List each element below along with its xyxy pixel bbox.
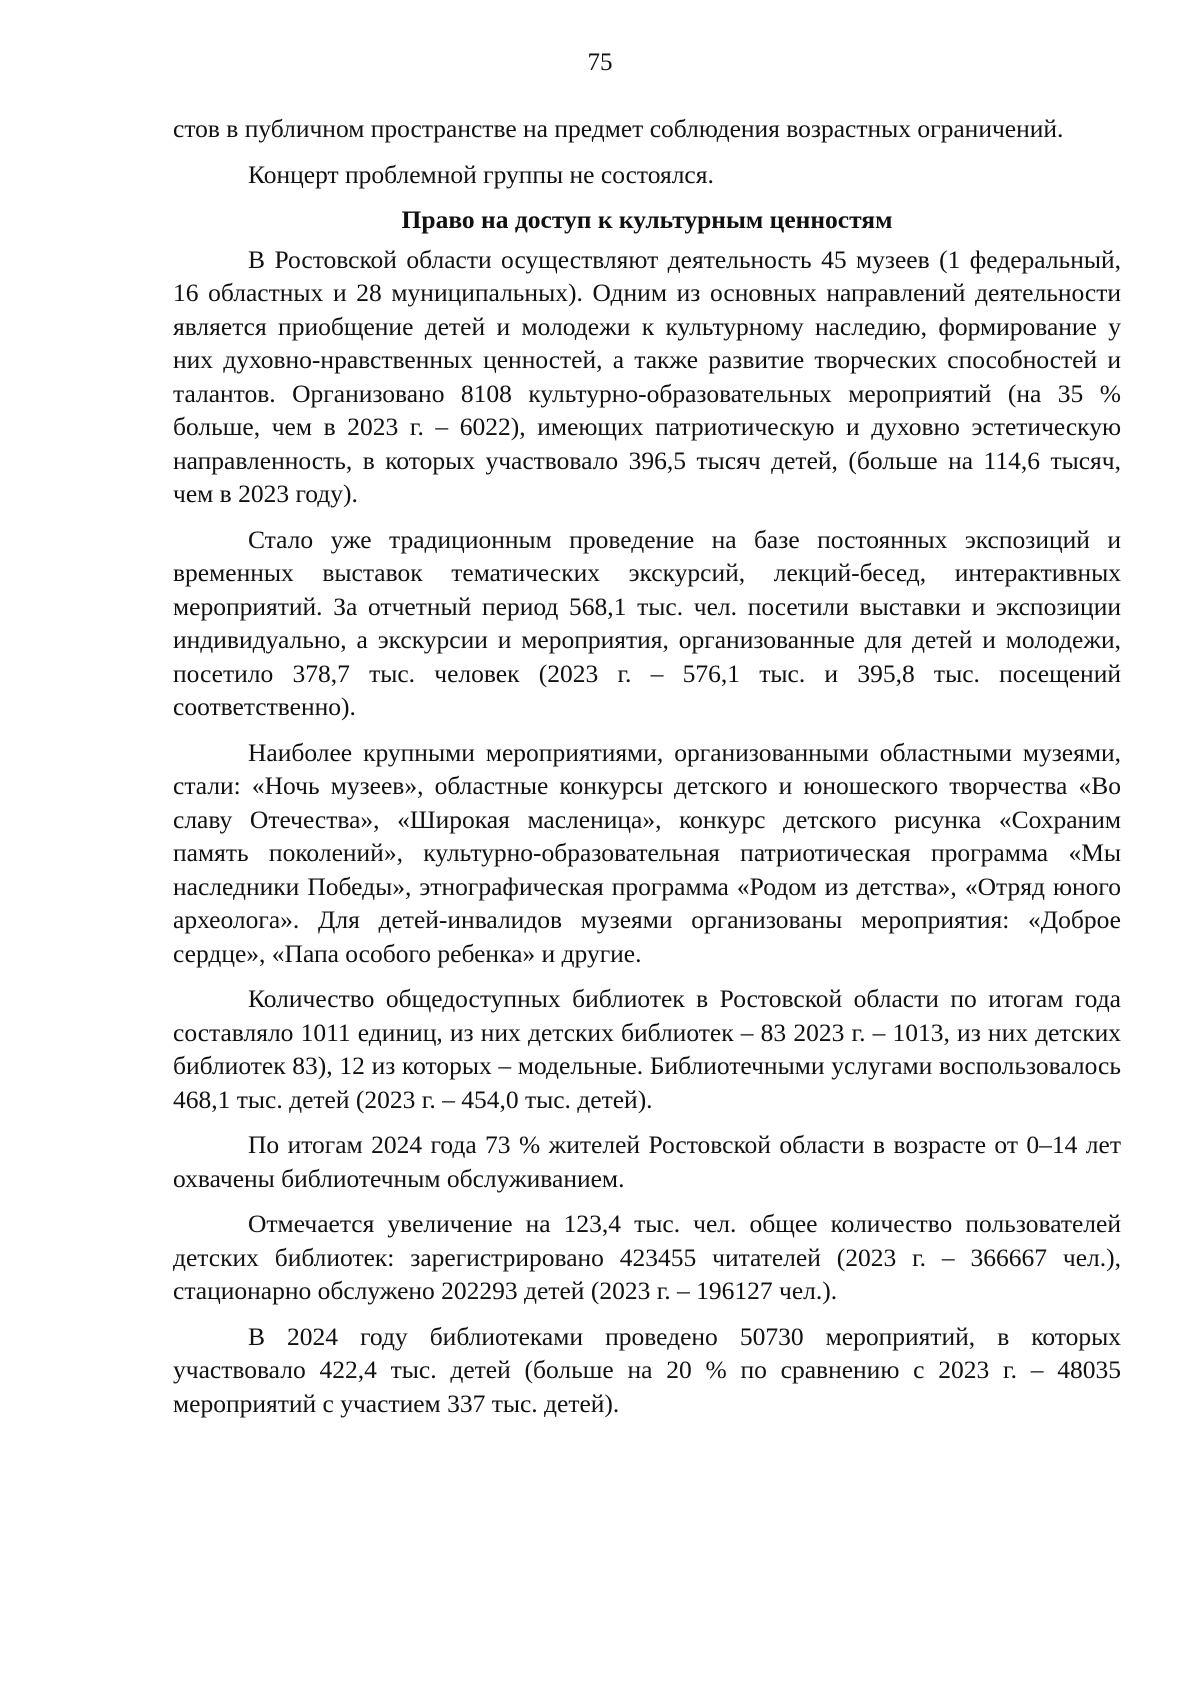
document-body	[173, 112, 1121, 1432]
paragraph-libraries-count: Количество общедоступных библиотек в Ростовской области по итогам года составляло 1011 единиц, из них детских библиотек – 83 2023 г. – 1013, из них детских библиотек 83), 12 из которых – модельные. Библиотечными услугами воспользовалось 468,1 тыс. детей (2023 г. – 454,0 тыс. детей).	[173, 984, 1121, 1114]
paragraph-continuation: стов в публичном пространстве на предмет соблюдения возрастных ограничений.	[173, 114, 1064, 143]
paragraph-library-events: В 2024 году библиотеками проведено 50730 мероприятий, в которых участвовало 422,4 тыс. детей (больше на 20 % по сравнению с 2023 г. – 48035 мероприятий с участием 337 тыс. детей).	[173, 1321, 1121, 1418]
paragraph-museum-events: Наиболее крупными мероприятиями, организованными областными музеями, стали: «Ночь музеев», областные конкурсы детского и юношеского творчества «Во славу Отечества», «Широкая масленица», конкурс детского рисунка «Сохраним память поколений», культурно-образовательная патриотическая программа «Мы наследники Победы», этнографическая программа «Родом из детства», «Отряд юного археолога». Для детей-инвалидов музеями организованы мероприятия: «Доброе сердце», «Папа особого ребенка» и другие.	[173, 737, 1121, 968]
paragraph-concert: Концерт проблемной группы не состоялся.	[248, 159, 714, 189]
paragraph-exhibitions: Стало уже традиционным проведение на базе постоянных экспозиций и временных выставок тематических экскурсий, лекций-бесед, интерактивных мероприятий. За отчетный период 568,1 тыс. чел. посетили выставки и экспозиции индивидуально, а экскурсии и мероприятия, организованные для детей и молодежи, посетило 378,7 тыс. человек (2023 г. – 576,1 тыс. и 395,8 тыс. посещений соответственно).	[173, 524, 1121, 721]
paragraph-library-coverage: По итогам 2024 года 73 % жителей Ростовской области в возрасте от 0–14 лет охвачены библиотечным обслуживанием.	[173, 1130, 1121, 1193]
page-number: 75	[587, 49, 613, 76]
paragraph-library-users: Отмечается увеличение на 123,4 тыс. чел. общее количество пользователей детских библиотек: зарегистрировано 423455 читателей (2023 г. – 366667 чел.), стационарно обслужено 202293 детей (2023 г. – 196127 чел.).	[173, 1209, 1121, 1305]
paragraph-museums: В Ростовской области осуществляют деятельность 45 музеев (1 федеральный, 16 областных и 28 муниципальных). Одним из основных направлений деятельности является приобщение детей и молодежи к культурному наследию, формирование у них духовно-нравственных ценностей, а также развитие творческих способностей и талантов. Организовано 8108 культурно-образовательных мероприятий (на 35 % больше, чем в 2023 г. – 6022), имеющих патриотическую и духовно эстетическую направленность, в которых участвовало 396,5 тысяч детей, (больше на 114,6 тысяч, чем в 2023 году).	[173, 244, 1121, 508]
section-heading: Право на доступ к культурным ценностям	[401, 205, 893, 234]
